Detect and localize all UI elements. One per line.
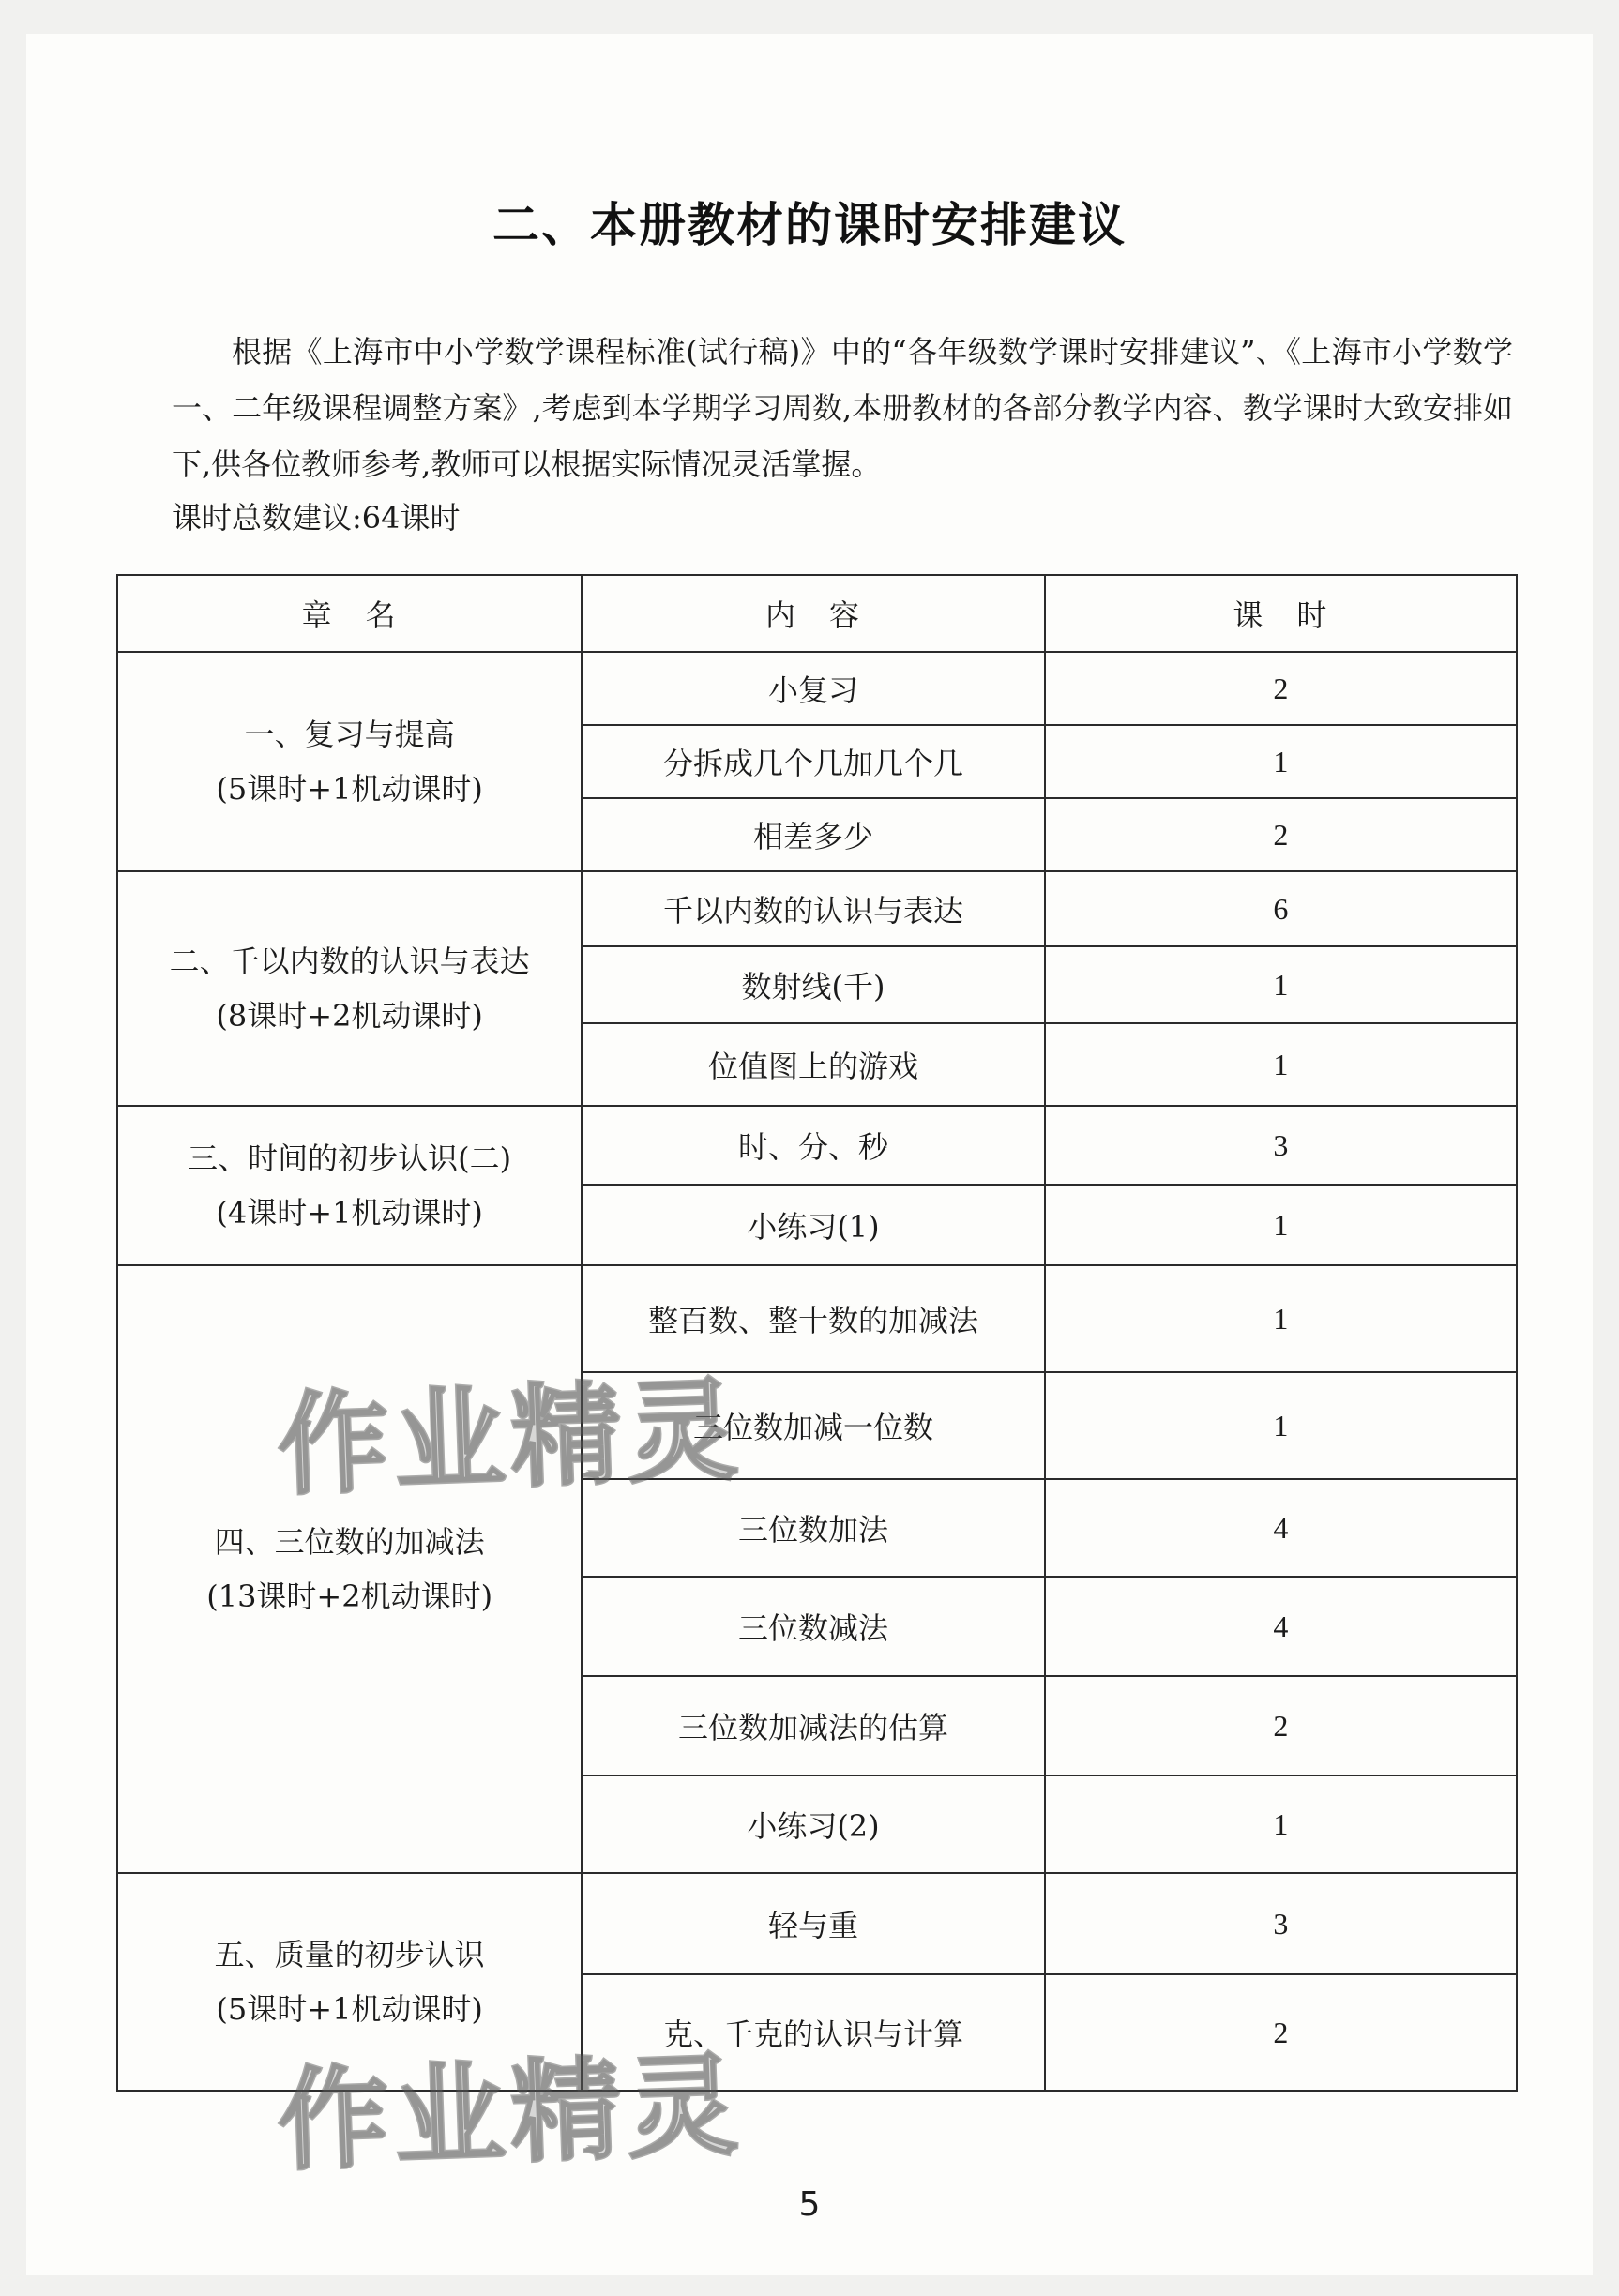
page-number: 5: [798, 2185, 821, 2224]
hours-cell: 3: [1045, 1873, 1517, 1974]
chapter-name: 四、三位数的加减法: [214, 1524, 485, 1560]
table-header-row: [117, 575, 1517, 652]
total-hours-suggestion: 课时总数建议:64课时: [172, 500, 461, 536]
hours-cell: 1: [1045, 1372, 1517, 1479]
content-cell: 三位数加法: [582, 1479, 1044, 1577]
hours-cell: 6: [1045, 871, 1517, 946]
hours-cell: 4: [1045, 1577, 1517, 1676]
intro-paragraph: 根据《上海市中小学数学课程标准(试行稿)》中的“各年级数学课时安排建议”、《上海市小学数学一、二年级课程调整方案》,考虑到本学期学习周数,本册教材的各部分教学内容、教学课时大致安排如下,供各位教师参考,教师可以根据实际情况灵活掌握。: [172, 334, 1513, 482]
hours-cell: 1: [1045, 1023, 1517, 1106]
content-cell: 数射线(千): [582, 946, 1044, 1023]
watermark-lower: 作业精灵: [276, 2040, 746, 2186]
hours-cell: 2: [1045, 652, 1517, 725]
chapter-name: 二、千以内数的认识与表达: [169, 944, 530, 979]
hours-cell: 3: [1045, 1106, 1517, 1185]
content-cell: 小练习(2): [582, 1775, 1044, 1873]
hours-cell: 2: [1045, 1676, 1517, 1775]
hours-cell: 2: [1045, 798, 1517, 871]
chapter-hours: (13课时+2机动课时): [206, 1578, 493, 1614]
header-chapter: 章 名: [117, 575, 582, 652]
page-title: 二、本册教材的课时安排建议: [492, 198, 1127, 252]
chapter-hours: (4课时+1机动课时): [216, 1195, 483, 1231]
hours-cell: 1: [1045, 1265, 1517, 1372]
hours-cell: 2: [1045, 1974, 1517, 2091]
content-cell: 三位数加减法的估算: [582, 1676, 1044, 1775]
content-cell: 三位数减法: [582, 1577, 1044, 1676]
chapter-name: 五、质量的初步认识: [214, 1937, 485, 1972]
hours-cell: 1: [1045, 1775, 1517, 1873]
chapter-hours: (5课时+1机动课时): [216, 771, 483, 807]
content-cell: 位值图上的游戏: [582, 1023, 1044, 1106]
table-row: [117, 1106, 1517, 1185]
content-cell: 小练习(1): [582, 1185, 1044, 1265]
hours-cell: 1: [1045, 725, 1517, 798]
table-row: [117, 871, 1517, 946]
hours-cell: 4: [1045, 1479, 1517, 1577]
content-cell: 时、分、秒: [582, 1106, 1044, 1185]
header-hours: 课 时: [1045, 575, 1517, 652]
schedule-table: [116, 574, 1518, 2092]
content-cell: 小复习: [582, 652, 1044, 725]
hours-cell: 1: [1045, 946, 1517, 1023]
content-cell: 整百数、整十数的加减法: [582, 1265, 1044, 1372]
chapter-name: 一、复习与提高: [244, 717, 455, 752]
content-cell: 轻与重: [582, 1873, 1044, 1974]
content-cell: 相差多少: [582, 798, 1044, 871]
chapter-hours: (8课时+2机动课时): [216, 998, 483, 1034]
content-cell: 分拆成几个几加几个几: [582, 725, 1044, 798]
chapter-cell: [117, 1106, 582, 1265]
content-cell: 克、千克的认识与计算: [582, 1974, 1044, 2091]
chapter-name: 三、时间的初步认识(二): [188, 1140, 512, 1176]
hours-cell: 1: [1045, 1185, 1517, 1265]
chapter-cell: [117, 652, 582, 871]
table-row: [117, 1873, 1517, 1974]
watermark-upper: 作业精灵: [276, 1365, 746, 1511]
table-row: [117, 652, 1517, 725]
header-content: 内 容: [582, 575, 1044, 652]
content-cell: 三位数加减一位数: [582, 1372, 1044, 1479]
chapter-cell: [117, 871, 582, 1106]
content-cell: 千以内数的认识与表达: [582, 871, 1044, 946]
chapter-hours: (5课时+1机动课时): [216, 1991, 483, 2027]
